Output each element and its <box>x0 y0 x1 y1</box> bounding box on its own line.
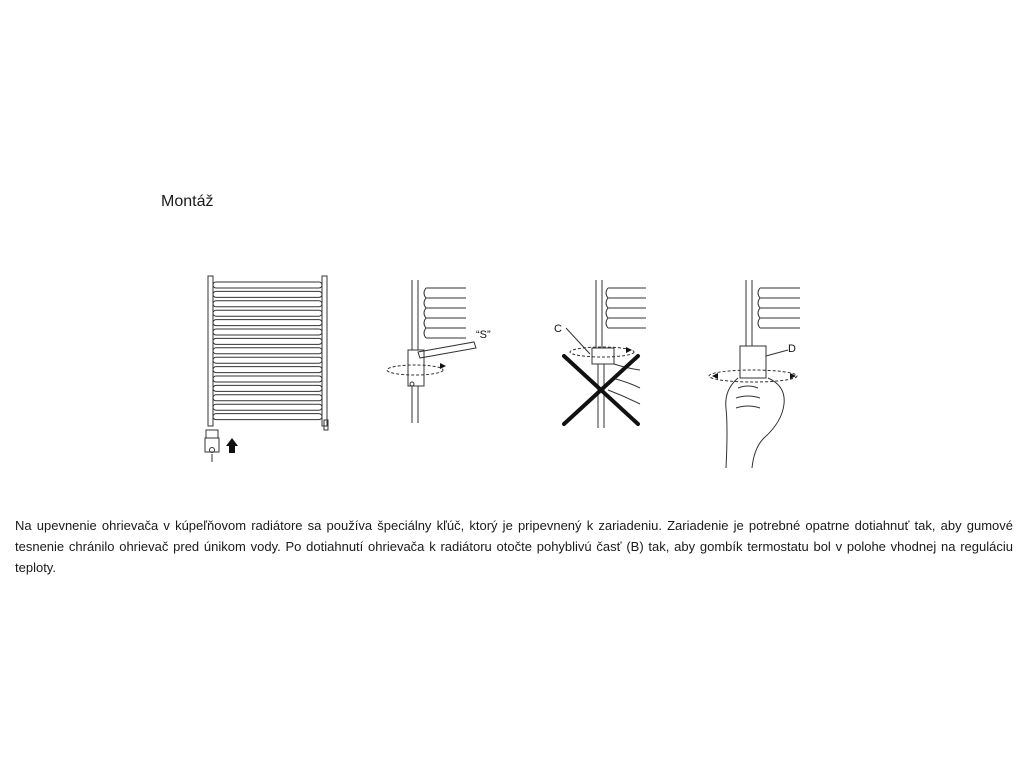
instructions-paragraph: Na upevnenie ohrievača v kúpeľňovom radiátore sa používa špeciálny kľúč, ktorý je pripevnený k zariadeniu. Zariadenie je potrebné opatrne dotiahnuť tak, aby gumové tesnenie chránilo ohrievač pred únikom vody. Po dotiahnutí ohrievača k radiátoru otočte pohyblivú časť (B) tak, aby gombík termostatu bol v polohe vhodnej na reguláciu teploty. <box>15 518 1013 575</box>
radiator-install-illustration <box>196 272 341 462</box>
wrench-tightening-illustration <box>384 278 504 423</box>
part-c-label: C <box>554 323 562 335</box>
wrench-label: “S” <box>476 329 491 341</box>
rotate-arrow-icon <box>626 347 632 353</box>
page-title: Montáž <box>161 193 214 210</box>
arrow-up-icon <box>226 438 238 453</box>
cross-mark-icon <box>564 356 638 424</box>
incorrect-method-illustration <box>552 278 652 428</box>
hand-turn-illustration <box>702 278 802 468</box>
rotate-arrow-icon <box>440 363 446 369</box>
part-d-label: D <box>788 343 796 355</box>
